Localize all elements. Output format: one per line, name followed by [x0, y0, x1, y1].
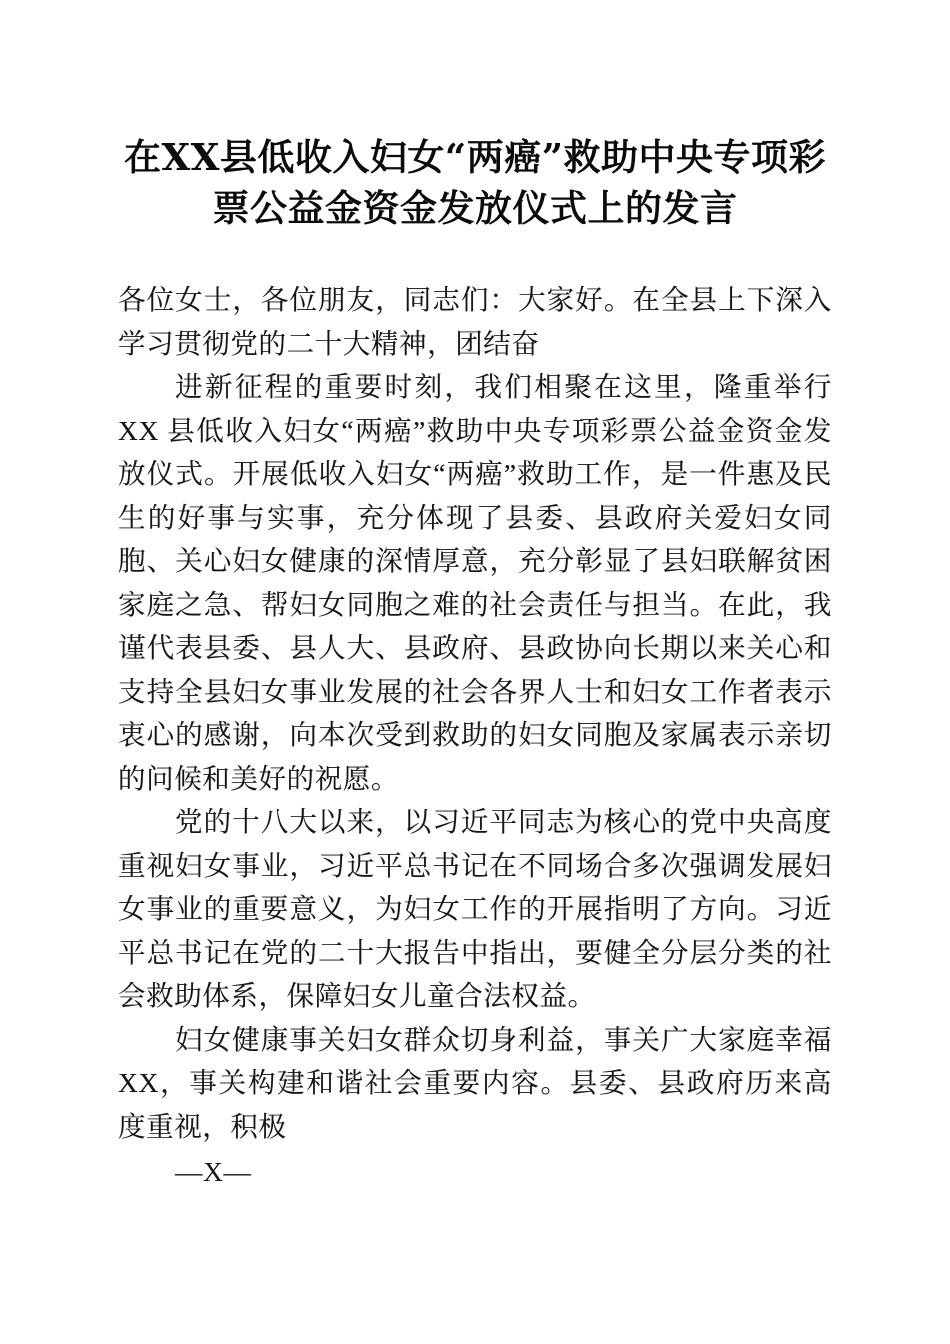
paragraph-policy-background: 党的十八大以来，以习近平同志为核心的党中央高度重视妇女事业，习近平总书记在不同场合多次强调发展妇女事业的重要意义，为妇女工作的开展指明了方向。习近平总书记在党的二十大报告中指出，要健全分层分类的社会救助体系，保障妇女儿童合法权益。 [118, 806, 832, 1011]
page-title-line-2: 票公益金资金发放仪式上的发言 [212, 186, 738, 230]
page-content-area [118, 0, 832, 1194]
paragraph-salutation: 各位女士，各位朋友，同志们：大家好。在全县上下深入学习贯彻党的二十大精神，团结奋 [118, 284, 832, 359]
paragraph-womens-health-significance: 妇女健康事关妇女群众切身利益，事关广大家庭幸福 XX，事关构建和谐社会重要内容。县委、县政府历来高度重视，积极 [118, 1023, 832, 1142]
document-body [118, 278, 832, 1194]
paragraph-opening-remarks: 进新征程的重要时刻，我们相聚在这里，隆重举行 XX 县低收入妇女“两癌”救助中央专项彩票公益金资金发放仪式。开展低收入妇女“两癌”救助工作，是一件惠及民生的好事与实事，充分体现了县委、县政府关爱妇女同胞、关心妇女健康的深情厚意，充分彰显了县妇联解贫困家庭之急、帮妇女同胞之难的社会责任与担当。在此，我谨代表县委、县人大、县政府、县政协向长期以来关心和支持全县妇女事业发展的社会各界人士和妇女工作者表示衷心的感谢，向本次受到救助的妇女同胞及家属表示亲切的问候和美好的祝愿。 [118, 371, 832, 794]
page-title [118, 0, 832, 234]
page-number-marker: —X— [175, 1156, 252, 1187]
page-title-line-1: 在XX县低收入妇女“两癌”救助中央专项彩 [124, 135, 826, 179]
